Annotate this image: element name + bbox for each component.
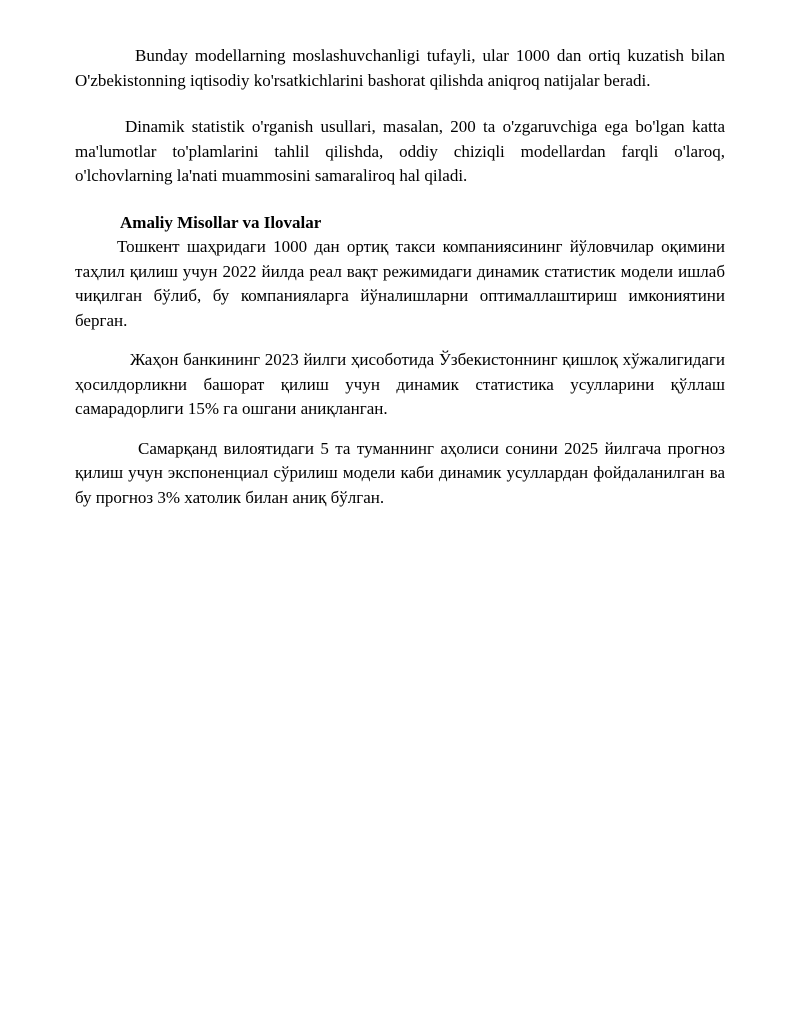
paragraph-world-bank: Жаҳон банкининг 2023 йилги ҳисоботида Ўзбекистоннинг қишлоқ хўжалигидаги ҳосилдорликни башорат қилиш учун динамик статистика усулларини қўллаш самарадорлиги 15% га ошгани аниқланган. <box>75 350 725 418</box>
paragraph-model-flexibility: Bunday modellarning moslashuvchanligi tufayli, ular 1000 dan ortiq kuzatish bilan O'zbekistonning iqtisodiy ko'rsatkichlarini bashorat qilishda aniqroq natijalar beradi. <box>75 46 725 90</box>
paragraph-samarkand-forecast: Самарқанд вилоятидаги 5 та туманнинг аҳолиси сонини 2025 йилгача прогноз қилиш учун экспоненциал сўрилиш модели каби динамик усуллардан фойдаланилган ва бу прогноз 3% хатолик билан аниқ бўлган. <box>75 438 725 507</box>
section-heading: Amaliy Misollar va Ilovalar <box>120 212 322 232</box>
document-page <box>75 44 725 510</box>
paragraph-dynamic-learning: Dinamik statistik o'rganish usullari, masalan, 200 ta o'zgaruvchiga ega bo'lgan katta ma'lumotlar to'plamlarini tahlil qilishda, oddiy chiziqli modellardan farqli o'laroq, o'lchovlarning la'nati muammosini samaraliroq hal qiladi. <box>75 117 725 185</box>
paragraph-tashkent-taxi: Тошкент шаҳридаги 1000 дан ортиқ такси компаниясининг йўловчилар оқимини таҳлил қилиш учун 2022 йилда реал вақт режимидаги динамик статистик модели ишлаб чиқилган бўлиб, бу компанияларга йўналишларни оптималлаштириш имкониятини берган. <box>75 237 725 330</box>
